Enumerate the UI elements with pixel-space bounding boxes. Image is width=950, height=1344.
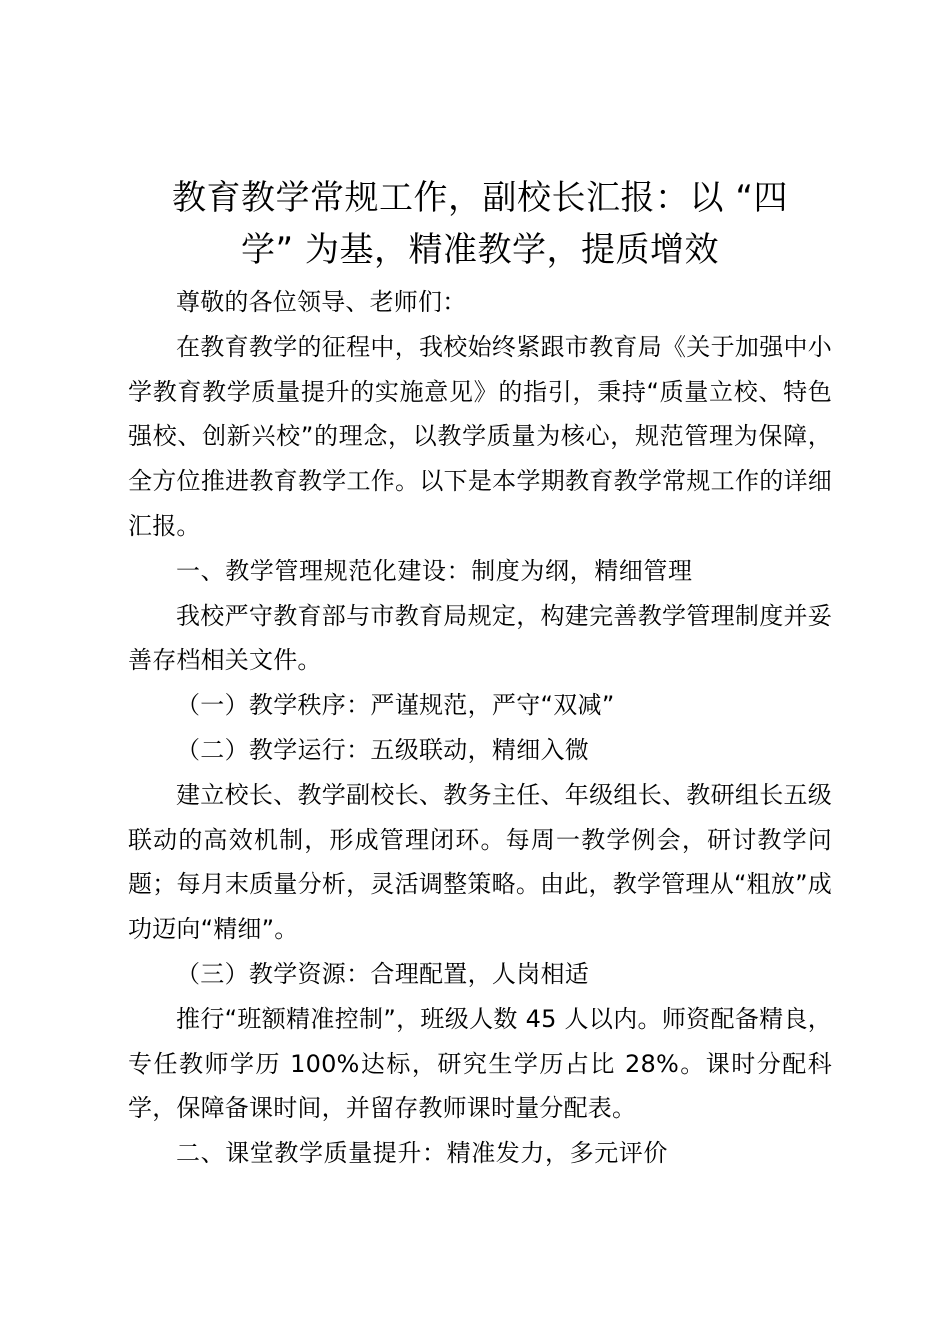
body-paragraph: 在教育教学的征程中，我校始终紧跟市教育局《关于加强中小学教育教学质量提升的实施意见》的指引，秉持“质量立校、特色强校、创新兴校”的理念，以教学质量为核心，规范管理为保障，全方位推进教育教学工作。以下是本学期教育教学常规工作的详细汇报。: [128, 332, 832, 540]
salutation: 尊敬的各位领导、老师们：: [176, 288, 467, 316]
subsection-heading: （一）教学秩序：严谨规范，严守“双减”: [176, 691, 615, 720]
subsection-heading: （二）教学运行：五级联动，精细入微: [176, 735, 590, 764]
body-paragraph: 推行“班额精准控制”，班级人数 45 人以内。师资配备精良，专任教师学历 100%达标，研究生学历占比 28%。课时分配科学，保障备课时间，并留存教师课时量分配表。: [128, 1004, 832, 1123]
section-heading: 一、教学管理规范化建设：制度为纲，精细管理: [176, 556, 693, 585]
section-heading: 二、课堂教学质量提升：精准发力，多元评价: [176, 1139, 668, 1168]
subsection-heading: （三）教学资源：合理配置，人岗相适: [176, 959, 590, 988]
document-title: 教育教学常规工作，副校长汇报：以 “四学” 为基，精准教学，提质增效: [172, 178, 788, 270]
body-paragraph: 我校严守教育部与市教育局规定，构建完善教学管理制度并妥善存档相关文件。: [128, 601, 832, 675]
body-paragraph: 建立校长、教学副校长、教务主任、年级组长、教研组长五级联动的高效机制，形成管理闭环。每周一教学例会，研讨教学问题；每月末质量分析，灵活调整策略。由此，教学管理从“粗放”成功迈向“精细”。: [128, 780, 832, 944]
document-body: [128, 280, 832, 1176]
